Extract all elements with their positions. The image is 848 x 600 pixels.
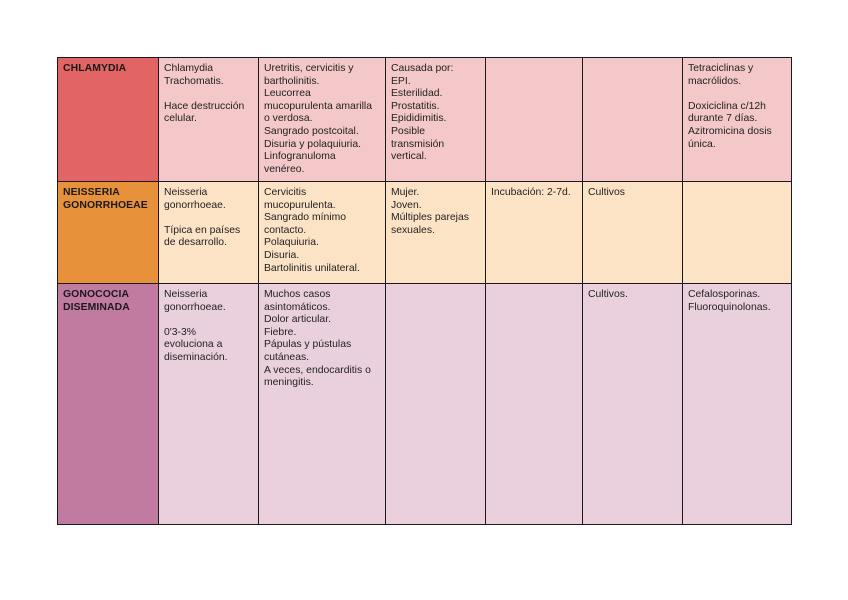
cell-diagnosis: Cultivos. bbox=[583, 284, 683, 525]
cell-clinical: Muchos casos asintomáticos. Dolor articular. Fiebre. Pápulas y pústulas cutáneas. A veces, endocarditis o meningitis. bbox=[259, 284, 386, 525]
cell-incubation: Incubación: 2-7d. bbox=[486, 182, 583, 284]
cell-treatment: Cefalosporinas. Fluoroquinolonas. bbox=[683, 284, 792, 525]
cell-diagnosis bbox=[583, 58, 683, 182]
cell-etiology: Chlamydia Trachomatis. Hace destrucción celular. bbox=[159, 58, 259, 182]
table-row-gonococcia bbox=[58, 284, 792, 525]
sti-table bbox=[57, 57, 792, 525]
cell-incubation bbox=[486, 58, 583, 182]
cell-complications: Mujer. Joven. Múltiples parejas sexuales. bbox=[386, 182, 486, 284]
cell-complications: Causada por: EPI. Esterilidad. Prostatitis. Epididimitis. Posible transmisión vertical. bbox=[386, 58, 486, 182]
row-header-neisseria: NEISSERIA GONORRHOEAE bbox=[58, 182, 159, 284]
table-row-chlamydia bbox=[58, 58, 792, 182]
cell-treatment: Tetraciclinas y macrólidos. Doxiciclina c/12h durante 7 días. Azitromicina dosis única. bbox=[683, 58, 792, 182]
cell-clinical: Uretritis, cervicitis y bartholinitis. Leucorrea mucopurulenta amarilla o verdosa. Sangrado postcoital. Disuria y polaquiuria. Linfogranuloma venéreo. bbox=[259, 58, 386, 182]
cell-clinical: Cervicitis mucopurulenta. Sangrado mínimo contacto. Polaquiuria. Disuria. Bartolinitis unilateral. bbox=[259, 182, 386, 284]
row-header-gonococcia: GONOCOCIA DISEMINADA bbox=[58, 284, 159, 525]
cell-treatment bbox=[683, 182, 792, 284]
cell-diagnosis: Cultivos bbox=[583, 182, 683, 284]
cell-etiology: Neisseria gonorrhoeae. Típica en países de desarrollo. bbox=[159, 182, 259, 284]
cell-etiology: Neisseria gonorrhoeae. 0'3-3% evoluciona a diseminación. bbox=[159, 284, 259, 525]
table-row-neisseria bbox=[58, 182, 792, 284]
cell-incubation bbox=[486, 284, 583, 525]
cell-complications bbox=[386, 284, 486, 525]
row-header-chlamydia: CHLAMYDIA bbox=[58, 58, 159, 182]
